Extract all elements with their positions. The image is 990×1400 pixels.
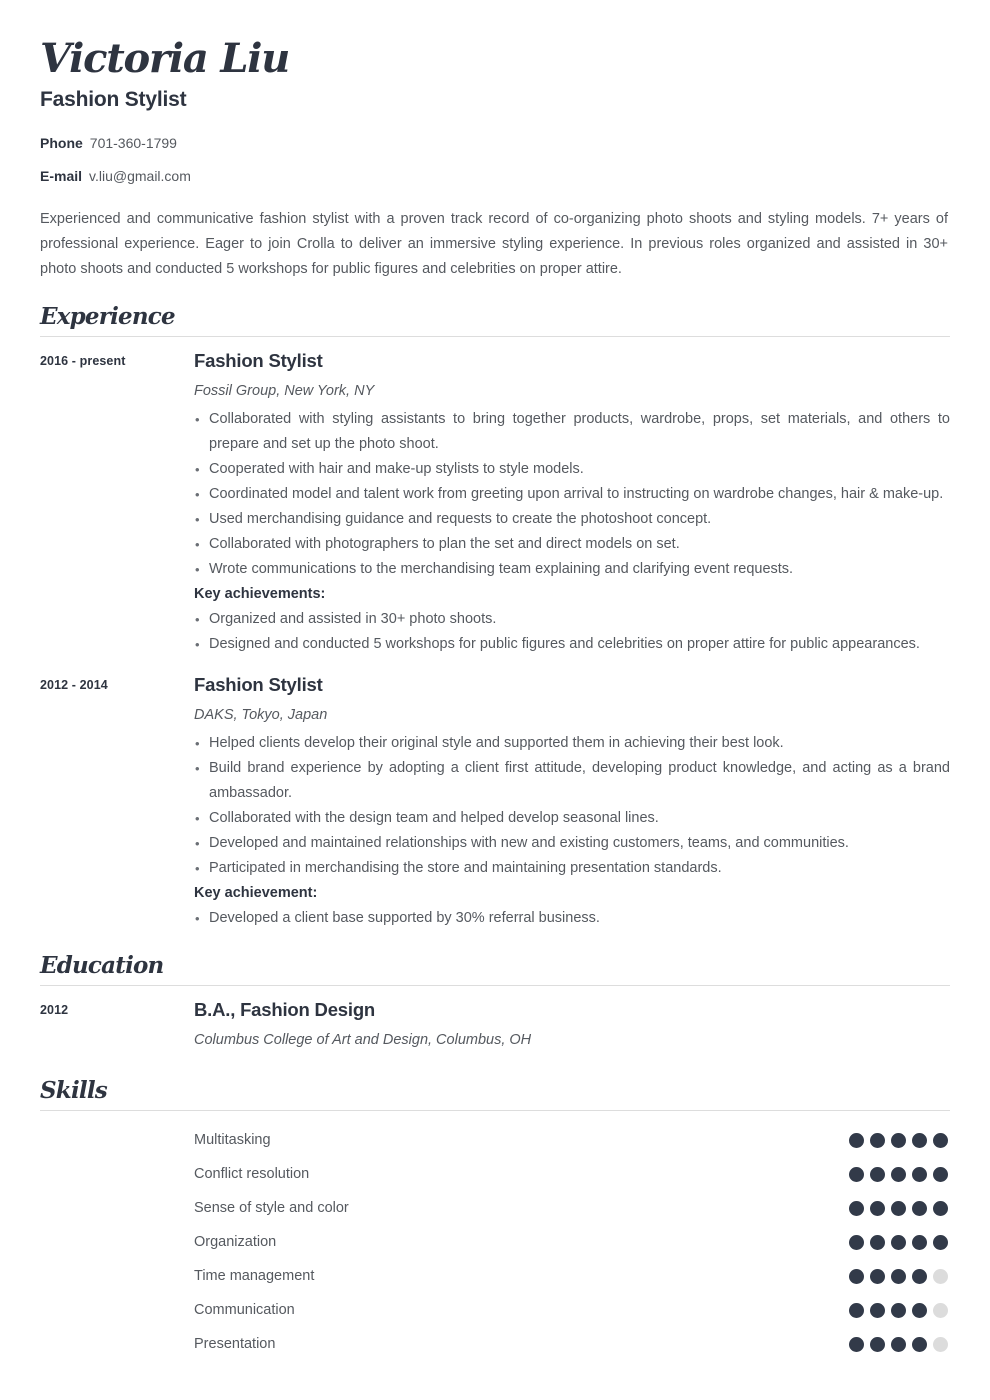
rating-dot-filled bbox=[891, 1235, 906, 1250]
education-entry bbox=[40, 998, 950, 1056]
skill-name: Sense of style and color bbox=[194, 1200, 349, 1216]
candidate-name: Victoria Liu bbox=[40, 35, 290, 82]
skill-rating bbox=[849, 1133, 950, 1148]
entry-body bbox=[194, 349, 950, 657]
rating-dot-filled bbox=[849, 1235, 864, 1250]
key-achievements-label: Key achievement: bbox=[194, 885, 318, 901]
skills-section bbox=[40, 1078, 950, 1361]
skills-list bbox=[40, 1123, 950, 1361]
skill-rating bbox=[849, 1201, 950, 1216]
responsibility-item: • Collaborated with the design team and helped develop seasonal lines. bbox=[194, 806, 950, 831]
skill-name: Organization bbox=[194, 1234, 277, 1250]
entry-date: 2012 - 2014 bbox=[40, 678, 108, 692]
skill-rating bbox=[849, 1269, 950, 1284]
contact-value[interactable]: 701-360-1799 bbox=[89, 135, 177, 151]
responsibility-item: • Participated in merchandising the store and maintaining presentation standards. bbox=[194, 856, 950, 881]
entry-body bbox=[194, 998, 950, 1056]
section-divider bbox=[40, 336, 950, 337]
rating-dot-filled bbox=[849, 1201, 864, 1216]
rating-dot-filled bbox=[849, 1133, 864, 1148]
rating-dot-filled bbox=[870, 1303, 885, 1318]
experience-section bbox=[40, 304, 950, 931]
resume-header bbox=[40, 36, 950, 185]
rating-dot-filled bbox=[912, 1337, 927, 1352]
achievement-item: • Developed a client base supported by 30% referral business. bbox=[194, 906, 950, 931]
rating-dot-empty bbox=[933, 1337, 948, 1352]
skill-row bbox=[40, 1293, 950, 1327]
skill-row bbox=[40, 1123, 950, 1157]
responsibility-item: • Cooperated with hair and make-up stylists to style models. bbox=[194, 457, 950, 482]
skill-rating bbox=[849, 1303, 950, 1318]
rating-dot-filled bbox=[849, 1167, 864, 1182]
skill-rating bbox=[849, 1235, 950, 1250]
education-list bbox=[40, 998, 950, 1056]
entry-body bbox=[194, 673, 950, 931]
key-achievements-label: Key achievements: bbox=[194, 586, 326, 602]
contact-value[interactable]: v.liu@gmail.com bbox=[89, 168, 191, 184]
rating-dot-filled bbox=[870, 1201, 885, 1216]
experience-list bbox=[40, 349, 950, 931]
responsibility-item: • Wrote communications to the merchandising team explaining and clarifying event requests. bbox=[194, 557, 950, 582]
education-heading: Education bbox=[40, 952, 164, 979]
rating-dot-filled bbox=[891, 1303, 906, 1318]
contact-label: Phone bbox=[40, 135, 83, 151]
entry-date: 2016 - present bbox=[40, 354, 126, 368]
skill-row bbox=[40, 1225, 950, 1259]
rating-dot-filled bbox=[912, 1167, 927, 1182]
section-divider bbox=[40, 1110, 950, 1111]
rating-dot-filled bbox=[891, 1269, 906, 1284]
responsibility-item: • Used merchandising guidance and requests to create the photoshoot concept. bbox=[194, 507, 950, 532]
skills-heading: Skills bbox=[40, 1077, 107, 1104]
rating-dot-filled bbox=[912, 1269, 927, 1284]
school-name: Columbus College of Art and Design, Columbus, OH bbox=[194, 1032, 532, 1048]
rating-dot-filled bbox=[891, 1337, 906, 1352]
rating-dot-filled bbox=[891, 1201, 906, 1216]
responsibility-item: • Build brand experience by adopting a client first attitude, developing product knowledge, and acting as a brand ambassador. bbox=[194, 756, 950, 806]
entry-job-title: Fashion Stylist bbox=[194, 674, 323, 695]
experience-heading: Experience bbox=[40, 303, 175, 330]
responsibility-item: • Collaborated with photographers to plan the set and direct models on set. bbox=[194, 532, 950, 557]
achievement-list bbox=[194, 906, 950, 931]
rating-dot-filled bbox=[870, 1167, 885, 1182]
rating-dot-filled bbox=[933, 1133, 948, 1148]
entry-company: Fossil Group, New York, NY bbox=[194, 383, 375, 399]
professional-summary: Experienced and communicative fashion stylist with a proven track record of co-organizing photo shoots and styling models. 7+ years of professional experience. Eager to join Crolla to deliver an immersive styling experience. In previous roles organized and assisted in 30+ photo shoots and conducted 5 workshops for public figures and celebrities on proper attire. bbox=[40, 211, 948, 277]
experience-entry bbox=[40, 349, 950, 657]
rating-dot-filled bbox=[933, 1235, 948, 1250]
contact-row bbox=[40, 167, 950, 185]
rating-dot-filled bbox=[891, 1167, 906, 1182]
rating-dot-filled bbox=[912, 1303, 927, 1318]
contact-row bbox=[40, 134, 950, 152]
section-divider bbox=[40, 985, 950, 986]
achievement-item: • Designed and conducted 5 workshops for public figures and celebrities on proper attire for public appearances. bbox=[194, 632, 950, 657]
rating-dot-filled bbox=[870, 1337, 885, 1352]
rating-dot-filled bbox=[912, 1133, 927, 1148]
skill-name: Time management bbox=[194, 1268, 315, 1284]
rating-dot-filled bbox=[912, 1201, 927, 1216]
skill-name: Conflict resolution bbox=[194, 1166, 310, 1182]
skill-rating bbox=[849, 1167, 950, 1182]
skill-row bbox=[40, 1191, 950, 1225]
achievement-list bbox=[194, 607, 950, 657]
entry-company: DAKS, Tokyo, Japan bbox=[194, 707, 328, 723]
skill-row bbox=[40, 1259, 950, 1293]
responsibility-item: • Coordinated model and talent work from greeting upon arrival to instructing on wardrobe changes, hair & make-up. bbox=[194, 482, 950, 507]
rating-dot-filled bbox=[849, 1303, 864, 1318]
rating-dot-empty bbox=[933, 1269, 948, 1284]
contact-label: E-mail bbox=[40, 168, 83, 184]
entry-job-title: Fashion Stylist bbox=[194, 350, 323, 371]
rating-dot-filled bbox=[933, 1167, 948, 1182]
skill-row bbox=[40, 1157, 950, 1191]
skill-name: Presentation bbox=[194, 1336, 276, 1352]
skill-name: Multitasking bbox=[194, 1132, 271, 1148]
contact-list bbox=[40, 134, 950, 185]
degree-title: B.A., Fashion Design bbox=[194, 999, 376, 1020]
skill-rating bbox=[849, 1337, 950, 1352]
responsibility-item: • Developed and maintained relationships with new and existing customers, teams, and communities. bbox=[194, 831, 950, 856]
responsibility-item: • Helped clients develop their original style and supported them in achieving their best look. bbox=[194, 731, 950, 756]
responsibility-list bbox=[194, 407, 950, 582]
rating-dot-filled bbox=[870, 1133, 885, 1148]
rating-dot-filled bbox=[933, 1201, 948, 1216]
rating-dot-filled bbox=[912, 1235, 927, 1250]
skill-name: Communication bbox=[194, 1302, 295, 1318]
rating-dot-empty bbox=[933, 1303, 948, 1318]
rating-dot-filled bbox=[891, 1133, 906, 1148]
responsibility-item: • Collaborated with styling assistants to bring together products, wardrobe, props, set materials, and others to prepare and set up the photo shoot. bbox=[194, 407, 950, 457]
experience-entry bbox=[40, 673, 950, 931]
skill-row bbox=[40, 1327, 950, 1361]
achievement-item: • Organized and assisted in 30+ photo shoots. bbox=[194, 607, 950, 632]
rating-dot-filled bbox=[870, 1269, 885, 1284]
rating-dot-filled bbox=[870, 1235, 885, 1250]
rating-dot-filled bbox=[849, 1337, 864, 1352]
education-section bbox=[40, 953, 950, 1056]
candidate-job-title: Fashion Stylist bbox=[40, 88, 187, 111]
entry-date: 2012 bbox=[40, 1003, 69, 1017]
rating-dot-filled bbox=[849, 1269, 864, 1284]
responsibility-list bbox=[194, 731, 950, 881]
